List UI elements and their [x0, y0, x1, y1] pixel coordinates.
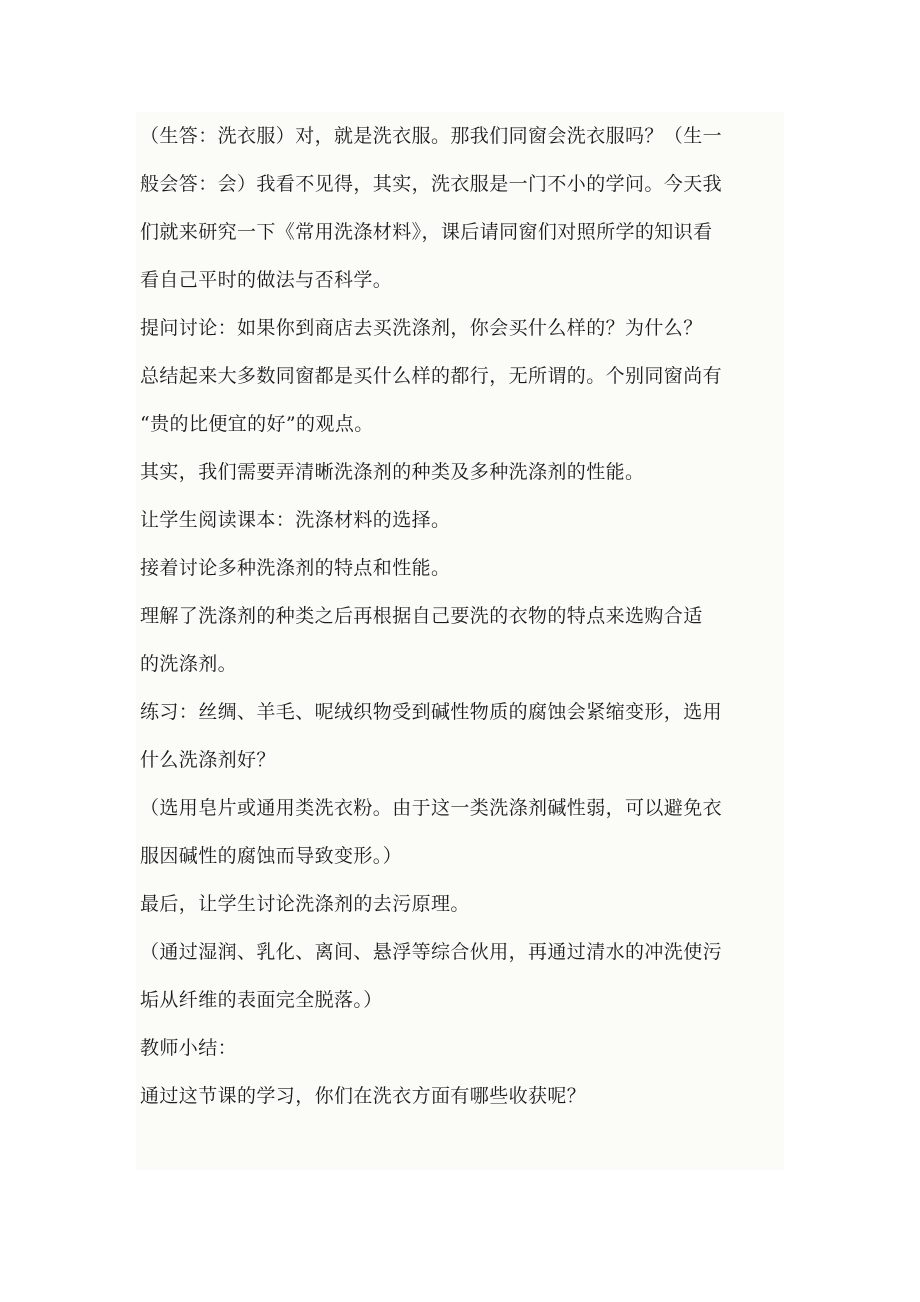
- text-line: 什么洗涤剂好？: [140, 749, 276, 771]
- text-line: 其实，我们需要弄清晰洗涤剂的种类及多种洗涤剂的性能。: [140, 461, 645, 483]
- text-line: （选用皂片或通用类洗衣粉。由于这一类洗涤剂碱性弱，可以避免衣: [140, 797, 723, 819]
- text-line: 提问讨论：如果你到商店去买洗涤剂，你会买什么样的？为什么？: [140, 317, 703, 339]
- text-line: “贵的比便宜的好”的观点。: [140, 413, 374, 435]
- text-line: 接着讨论多种洗涤剂的特点和性能。: [140, 557, 451, 579]
- text-line: （通过湿润、乳化、离间、悬浮等综合伙用，再通过清水的冲洗使污: [140, 941, 723, 963]
- text-line: 总结起来大多数同窗都是买什么样的都行，无所谓的。个别同窗尚有: [140, 365, 723, 387]
- text-line: 让学生阅读课本：洗涤材料的选择。: [140, 509, 451, 531]
- text-line: （生答：洗衣服）对，就是洗衣服。那我们同窗会洗衣服吗？（生一: [140, 125, 723, 147]
- text-line: 看自己平时的做法与否科学。: [140, 269, 393, 291]
- text-line: 们就来研究一下《常用洗涤材料》，课后请同窗们对照所学的知识看: [140, 221, 713, 243]
- text-block: [136, 112, 784, 1170]
- text-line: 垢从纤维的表面完全脱落。）: [140, 989, 383, 1011]
- text-line: 般会答：会）我看不见得，其实，洗衣服是一门不小的学问。今天我: [140, 173, 723, 195]
- text-line: 理解了洗涤剂的种类之后再根据自己要洗的衣物的特点来选购合适: [140, 605, 703, 627]
- text-line: 教师小结：: [140, 1037, 238, 1059]
- text-line: 通过这节课的学习，你们在洗衣方面有哪些收获呢？: [140, 1085, 587, 1107]
- text-line: 练习：丝绸、羊毛、呢绒织物受到碱性物质的腐蚀会紧缩变形，选用: [140, 701, 723, 723]
- text-line: 最后，让学生讨论洗涤剂的去污原理。: [140, 893, 470, 915]
- text-line: 的洗涤剂。: [140, 653, 238, 675]
- text-line: 服因碱性的腐蚀而导致变形。）: [140, 845, 403, 867]
